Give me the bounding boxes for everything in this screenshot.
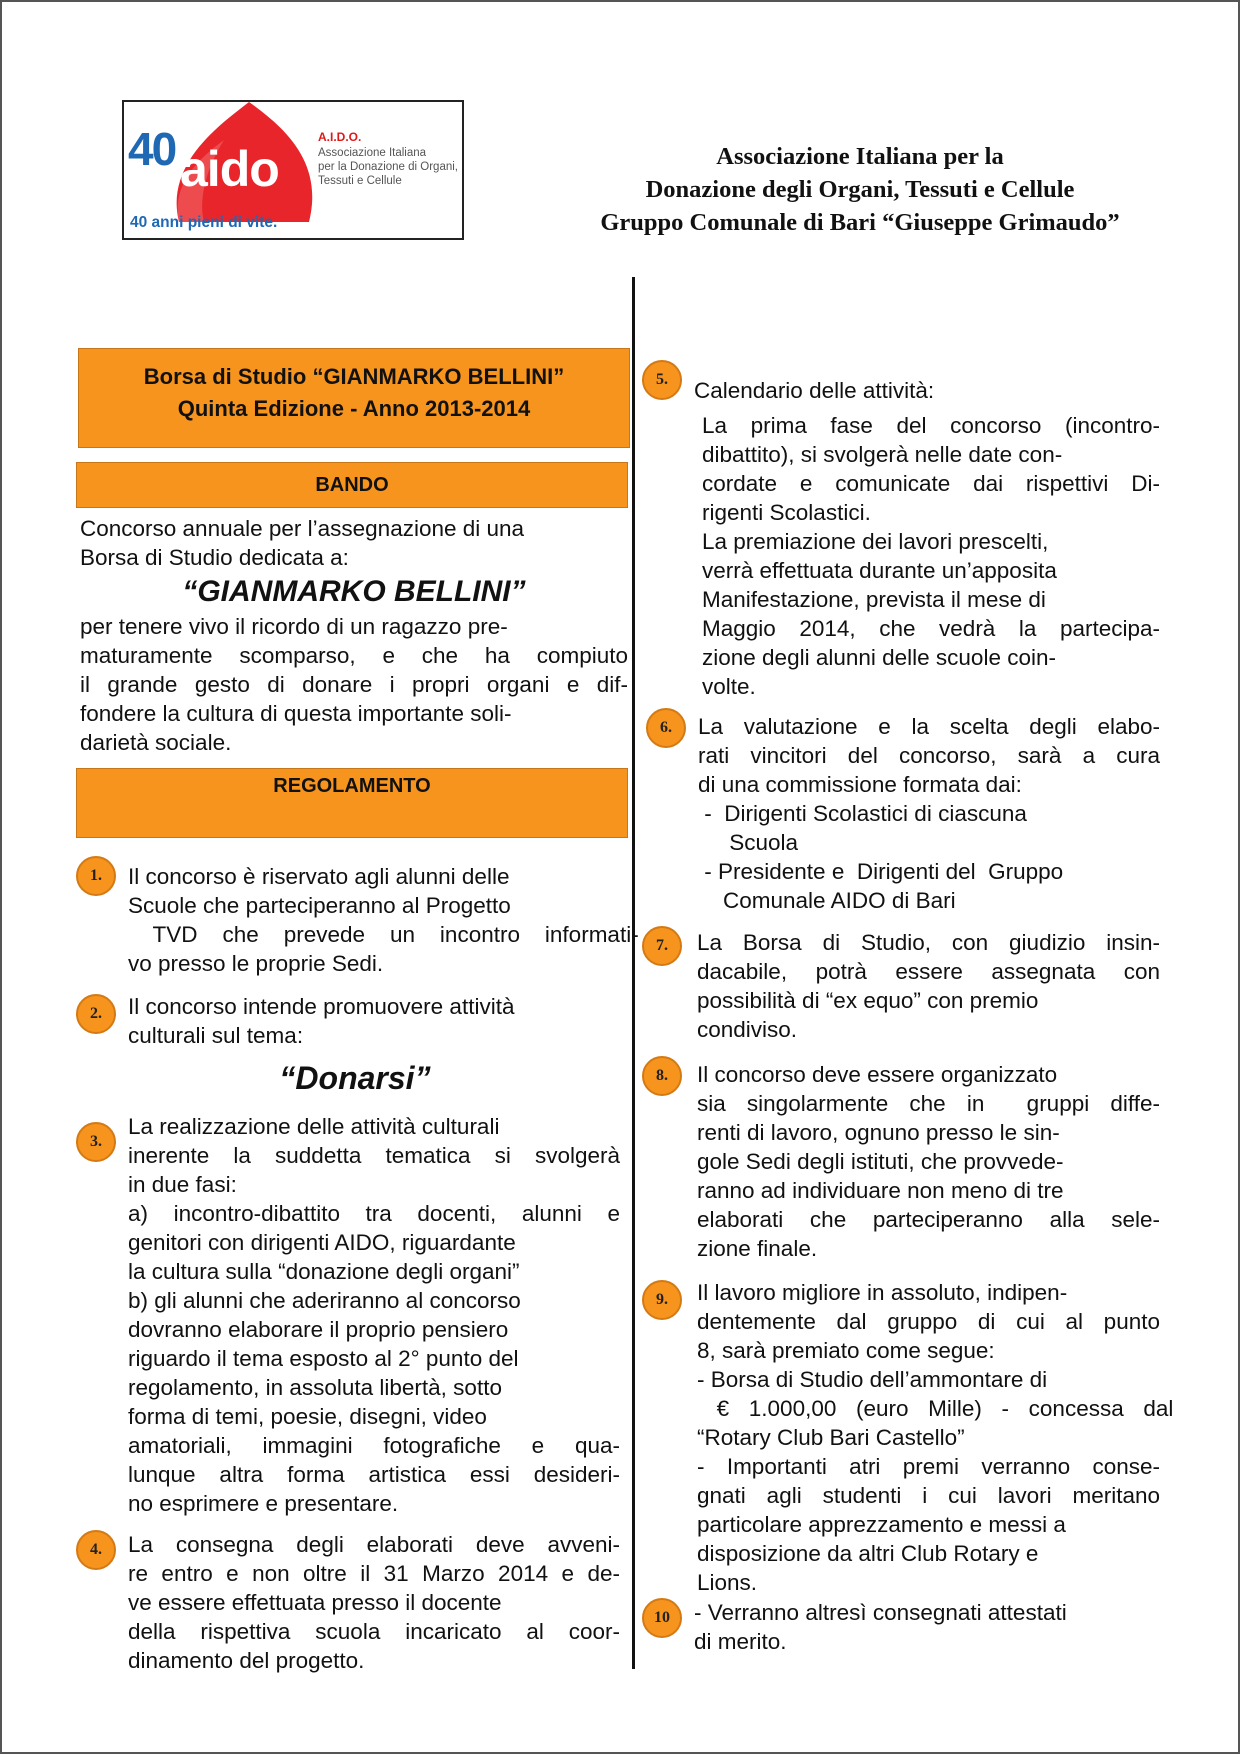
column-divider bbox=[632, 277, 635, 1669]
text-line: regolamento, in assoluta libertà, sotto bbox=[128, 1375, 502, 1400]
text-line: La consegna degli elaborati deve avveni- bbox=[128, 1532, 620, 1557]
calendar-heading: Calendario delle attività: bbox=[694, 378, 935, 403]
text-line: Scuole che parteciperanno al Progetto bbox=[128, 893, 511, 918]
regolamento-item-2 bbox=[128, 992, 620, 1050]
text-line: il grande gesto di donare i propri organi e dif- bbox=[80, 672, 628, 697]
text-line: dacabile, potrà essere assegnata con bbox=[697, 959, 1160, 984]
regolamento-item-4 bbox=[128, 1530, 620, 1675]
text-line: amatoriali, immagini fotografiche e qua- bbox=[128, 1433, 620, 1458]
logo-name-line: Associazione Italiana bbox=[318, 147, 427, 159]
regolamento-item-5 bbox=[702, 411, 1160, 701]
regolamento-item-9 bbox=[697, 1278, 1174, 1597]
text-line: € 1.000,00 (euro Mille) - concessa dal bbox=[697, 1396, 1174, 1421]
item-number-badge: 3. bbox=[76, 1122, 116, 1162]
text-line: La realizzazione delle attività culturali bbox=[128, 1114, 500, 1139]
item-number-badge: 6. bbox=[646, 708, 686, 748]
logo-name-line: per la Donazione di Organi, bbox=[318, 161, 458, 173]
logo-name-line: Tessuti e Cellule bbox=[318, 175, 402, 187]
regolamento-item-3 bbox=[128, 1112, 620, 1518]
logo-number: 40 bbox=[128, 123, 176, 175]
text-line: b) gli alunni che aderiranno al concorso bbox=[128, 1288, 521, 1313]
item-number-badge: 5. bbox=[642, 360, 682, 400]
text-line: possibilità di “ex equo” con premio bbox=[697, 988, 1039, 1013]
text-line: riguardo il tema esposto al 2° punto del bbox=[128, 1346, 519, 1371]
text-line: dinamento del progetto. bbox=[128, 1648, 365, 1673]
text-line: forma di temi, poesie, disegni, video bbox=[128, 1404, 487, 1429]
text-line: 8, sarà premiato come segue: bbox=[697, 1338, 995, 1363]
text-line: dovranno elaborare il proprio pensiero bbox=[128, 1317, 509, 1342]
text-line: ve essere effettuata presso il docente bbox=[128, 1590, 502, 1615]
text-line: di una commissione formata dai: bbox=[698, 772, 1022, 797]
text-line: La valutazione e la scelta degli elabo- bbox=[698, 714, 1160, 739]
text-line: cordate e comunicate dai rispettivi Di- bbox=[702, 471, 1160, 496]
item-number-badge: 2. bbox=[76, 994, 116, 1034]
text-line: Maggio 2014, che vedrà la partecipa- bbox=[702, 616, 1160, 641]
association-header bbox=[500, 140, 1220, 239]
tema-title: “Donarsi” bbox=[279, 1060, 431, 1096]
text-line: volte. bbox=[702, 674, 756, 699]
text-line: no esprimere e presentare. bbox=[128, 1491, 399, 1516]
item-number-badge: 9. bbox=[642, 1280, 682, 1320]
text-line: - Presidente e Dirigenti del Gruppo bbox=[698, 859, 1064, 884]
text-line: TVD che prevede un incontro informati- bbox=[128, 922, 639, 947]
text-line: La prima fase del concorso (incontro- bbox=[702, 413, 1160, 438]
item-number-badge: 8. bbox=[642, 1056, 682, 1096]
header-line: Donazione degli Organi, Tessuti e Cellule bbox=[645, 176, 1075, 203]
text-line: dibattito), si svolgerà nelle date con- bbox=[702, 442, 1063, 467]
text-line: genitori con dirigenti AIDO, riguardante bbox=[128, 1230, 516, 1255]
scholarship-name: “GIANMARKO BELLINI” bbox=[182, 575, 526, 608]
bando-heading: BANDO bbox=[76, 462, 628, 508]
text-line: Il concorso deve essere organizzato bbox=[697, 1062, 1058, 1087]
text-line: Il concorso è riservato agli alunni delle bbox=[128, 864, 510, 889]
regolamento-item-1 bbox=[128, 862, 639, 978]
logo-tagline: 40 anni pieni di vite. bbox=[130, 214, 278, 231]
title-box bbox=[78, 348, 630, 448]
text-line: per tenere vivo il ricordo di un ragazzo pre- bbox=[80, 614, 508, 639]
text-line: La premiazione dei lavori prescelti, bbox=[702, 529, 1049, 554]
text-line: in due fasi: bbox=[128, 1172, 237, 1197]
text-line: rati vincitori del concorso, sarà a cura bbox=[698, 743, 1160, 768]
text-line: gole Sedi degli istituti, che provvede- bbox=[697, 1149, 1064, 1174]
text-line: - Importanti atri premi verranno conse- bbox=[697, 1454, 1160, 1479]
text-line: disposizione da altri Club Rotary e bbox=[697, 1541, 1039, 1566]
text-line: zione finale. bbox=[697, 1236, 818, 1261]
text-line: maturamente scomparso, e che ha compiuto bbox=[80, 643, 628, 668]
regolamento-item-8 bbox=[697, 1060, 1160, 1263]
bando-body bbox=[80, 612, 628, 757]
text-line: ranno ad individuare non meno di tre bbox=[697, 1178, 1064, 1203]
text-line: inerente la suddetta tematica si svolgerà bbox=[128, 1143, 620, 1168]
bando-intro-line: Concorso annuale per l’assegnazione di una bbox=[80, 516, 525, 541]
text-line: darietà sociale. bbox=[80, 730, 232, 755]
regolamento-item-7 bbox=[697, 928, 1160, 1044]
text-line: la cultura sulla “donazione degli organi” bbox=[128, 1259, 520, 1284]
text-line: - Dirigenti Scolastici di ciascuna bbox=[698, 801, 1027, 826]
bando-intro bbox=[80, 514, 628, 572]
text-line: - Verranno altresì consegnati attestati bbox=[694, 1600, 1067, 1625]
text-line: Manifestazione, prevista il mese di bbox=[702, 587, 1046, 612]
logo-acronym: A.I.D.O. bbox=[318, 130, 362, 144]
text-line: Lions. bbox=[697, 1570, 758, 1595]
regolamento-item-10 bbox=[694, 1598, 1160, 1656]
regolamento-item-6 bbox=[698, 712, 1160, 915]
item-number-badge: 7. bbox=[642, 926, 682, 966]
title-line-2: Quinta Edizione - Anno 2013-2014 bbox=[177, 396, 531, 421]
item-number-badge: 4. bbox=[76, 1530, 116, 1570]
aido-logo bbox=[122, 100, 464, 240]
text-line: vo presso le proprie Sedi. bbox=[128, 951, 384, 976]
text-line: rigenti Scolastici. bbox=[702, 500, 871, 525]
text-line: La Borsa di Studio, con giudizio insin- bbox=[697, 930, 1160, 955]
text-line: - Borsa di Studio dell’ammontare di bbox=[697, 1367, 1048, 1392]
header-line: Gruppo Comunale di Bari “Giuseppe Grimaudo” bbox=[600, 209, 1120, 236]
logo-word: aido bbox=[180, 141, 279, 197]
text-line: renti di lavoro, ognuno presso le sin- bbox=[697, 1120, 1060, 1145]
text-line: fondere la cultura di questa importante soli- bbox=[80, 701, 512, 726]
text-line: Il lavoro migliore in assoluto, indipen- bbox=[697, 1280, 1068, 1305]
item-number-badge: 1. bbox=[76, 856, 116, 896]
text-line: verrà effettuata durante un’apposita bbox=[702, 558, 1057, 583]
text-line: di merito. bbox=[694, 1629, 787, 1654]
text-line: zione degli alunni delle scuole coin- bbox=[702, 645, 1056, 670]
text-line: sia singolarmente che in gruppi diffe- bbox=[697, 1091, 1160, 1116]
text-line: particolare apprezzamento e messi a bbox=[697, 1512, 1066, 1537]
title-line-1: Borsa di Studio “GIANMARKO BELLINI” bbox=[143, 364, 565, 389]
text-line: gnati agli studenti i cui lavori meritano bbox=[697, 1483, 1160, 1508]
text-line: re entro e non oltre il 31 Marzo 2014 e de- bbox=[128, 1561, 620, 1586]
regolamento-heading: REGOLAMENTO bbox=[76, 768, 628, 838]
text-line: della rispettiva scuola incaricato al coor- bbox=[128, 1619, 620, 1644]
text-line: dentemente dal gruppo di cui al punto bbox=[697, 1309, 1160, 1334]
text-line: condiviso. bbox=[697, 1017, 798, 1042]
text-line: culturali sul tema: bbox=[128, 1023, 304, 1048]
text-line: “Rotary Club Bari Castello” bbox=[697, 1425, 965, 1450]
text-line: Il concorso intende promuovere attività bbox=[128, 994, 515, 1019]
text-line: Comunale AIDO di Bari bbox=[698, 888, 956, 913]
item-number-badge: 10 bbox=[642, 1598, 682, 1638]
bando-intro-line: Borsa di Studio dedicata a: bbox=[80, 545, 349, 570]
text-line: a) incontro-dibattito tra docenti, alunni e bbox=[128, 1201, 620, 1226]
logo-brand-text bbox=[318, 130, 458, 188]
text-line: lunque altra forma artistica essi desideri- bbox=[128, 1462, 620, 1487]
text-line: Scuola bbox=[698, 830, 799, 855]
text-line: elaborati che parteciperanno alla sele- bbox=[697, 1207, 1160, 1232]
header-line: Associazione Italiana per la bbox=[716, 143, 1004, 170]
